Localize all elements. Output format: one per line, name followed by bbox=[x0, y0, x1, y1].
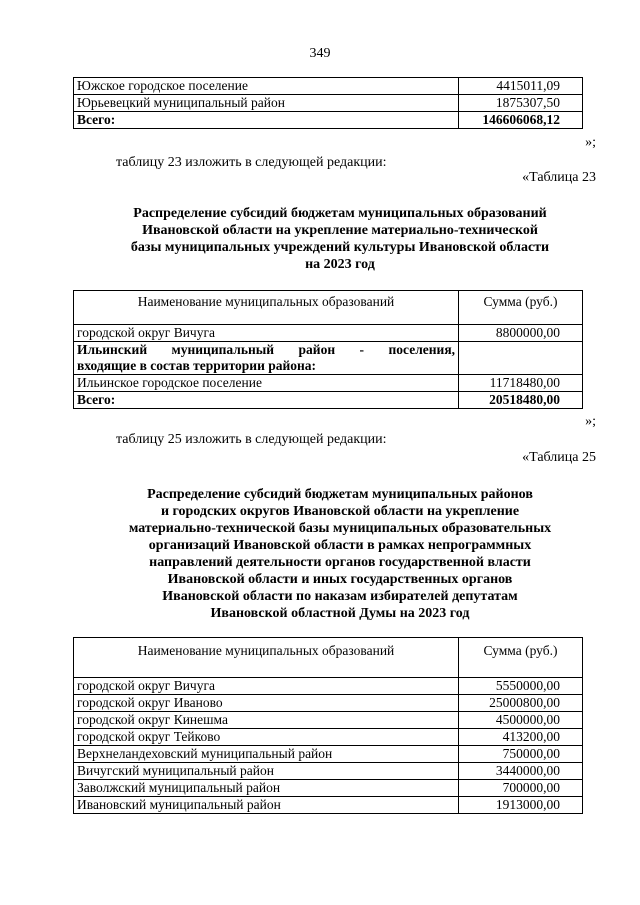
table-header bbox=[74, 291, 583, 325]
total-label: Всего: bbox=[74, 112, 459, 129]
instruction-text: таблицу 25 изложить в следующей редакции: bbox=[116, 432, 387, 447]
total-row bbox=[74, 392, 583, 409]
row-amount: 5550000,00 bbox=[459, 678, 583, 695]
header-name: Наименование муниципальных образований bbox=[74, 638, 459, 678]
table-23 bbox=[73, 290, 583, 409]
table-row bbox=[74, 729, 583, 746]
group-line-2: входящие в состав территории района: bbox=[77, 358, 317, 373]
row-name: Заволжский муниципальный район bbox=[74, 780, 459, 797]
row-name: городской округ Вичуга bbox=[74, 678, 459, 695]
row-amount: 11718480,00 bbox=[459, 375, 583, 392]
total-row bbox=[74, 112, 583, 129]
table-row bbox=[74, 712, 583, 729]
table-row bbox=[74, 78, 583, 95]
row-amount: 750000,00 bbox=[459, 746, 583, 763]
group-line-1: Ильинский муниципальный район - поселения, bbox=[77, 342, 455, 357]
group-name bbox=[74, 342, 459, 375]
row-name: городской округ Вичуга bbox=[74, 325, 459, 342]
table-label: «Таблица 25 bbox=[522, 450, 596, 465]
row-name: городской округ Кинешма bbox=[74, 712, 459, 729]
table-row bbox=[74, 763, 583, 780]
table23-caption: Распределение субсидий бюджетам муниципальных образований Ивановской области на укрепление материально-технической базы муниципальных учреждений культуры Ивановской области на 2023 год bbox=[130, 206, 550, 272]
row-name: Юрьевецкий муниципальный район bbox=[74, 95, 459, 112]
total-label: Всего: bbox=[74, 392, 459, 409]
row-name: городской округ Тейково bbox=[74, 729, 459, 746]
header-amount: Сумма (руб.) bbox=[459, 638, 583, 678]
table-row bbox=[74, 797, 583, 814]
row-name: Ильинское городское поселение bbox=[74, 375, 459, 392]
row-amount: 1913000,00 bbox=[459, 797, 583, 814]
row-amount: 8800000,00 bbox=[459, 325, 583, 342]
closing-quote: »; bbox=[585, 414, 596, 429]
total-amount: 20518480,00 bbox=[459, 392, 583, 409]
top-table bbox=[73, 77, 583, 129]
table-header bbox=[74, 638, 583, 678]
row-amount: 1875307,50 bbox=[459, 95, 583, 112]
group-amount bbox=[459, 342, 583, 375]
page-number: 349 bbox=[309, 46, 331, 61]
row-name: Верхнеландеховский муниципальный район bbox=[74, 746, 459, 763]
table25-caption: Распределение субсидий бюджетам муниципальных районов и городских округов Ивановской области на укрепление материально-технической базы муниципальных образовательных организаций Ивановской области в рамках непрограммных направлений деятельности органов государственной власти Ивановской области и иных государственных органов Ивановской области по наказам избирателей депутатам Ивановской областной Думы на 2023 год bbox=[128, 487, 552, 621]
row-name: Ивановский муниципальный район bbox=[74, 797, 459, 814]
table-row bbox=[74, 780, 583, 797]
header-amount: Сумма (руб.) bbox=[459, 291, 583, 325]
table-row bbox=[74, 375, 583, 392]
row-amount: 700000,00 bbox=[459, 780, 583, 797]
table-row bbox=[74, 325, 583, 342]
closing-quote: »; bbox=[585, 135, 596, 150]
row-amount: 413200,00 bbox=[459, 729, 583, 746]
header-name: Наименование муниципальных образований bbox=[74, 291, 459, 325]
row-name: Вичугский муниципальный район bbox=[74, 763, 459, 780]
total-amount: 146606068,12 bbox=[459, 112, 583, 129]
row-amount: 25000800,00 bbox=[459, 695, 583, 712]
table-row bbox=[74, 695, 583, 712]
table-25 bbox=[73, 637, 583, 814]
instruction-text: таблицу 23 изложить в следующей редакции: bbox=[116, 155, 387, 170]
row-name: Южское городское поселение bbox=[74, 78, 459, 95]
table-row bbox=[74, 746, 583, 763]
group-row bbox=[74, 342, 583, 375]
table-row bbox=[74, 95, 583, 112]
row-amount: 4500000,00 bbox=[459, 712, 583, 729]
row-amount: 3440000,00 bbox=[459, 763, 583, 780]
table-row bbox=[74, 678, 583, 695]
table-label: «Таблица 23 bbox=[522, 170, 596, 185]
row-amount: 4415011,09 bbox=[459, 78, 583, 95]
row-name: городской округ Иваново bbox=[74, 695, 459, 712]
